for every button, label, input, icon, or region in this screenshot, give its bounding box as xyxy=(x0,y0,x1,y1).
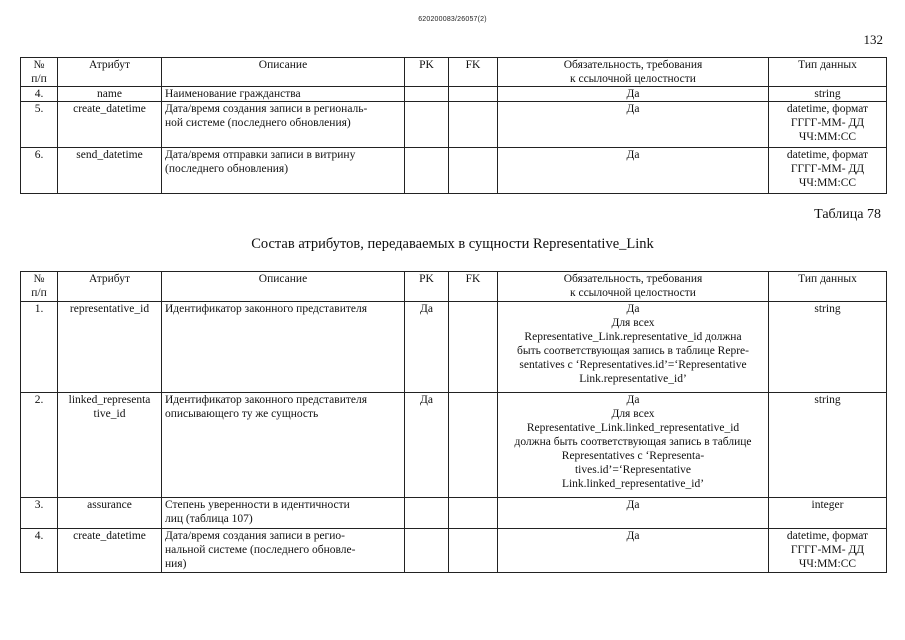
cell-pk xyxy=(405,498,449,529)
cell-description: Дата/время отправки записи в витрину (последнего обновления) xyxy=(162,148,405,194)
table-row xyxy=(21,302,887,393)
table-row xyxy=(21,529,887,573)
table-row xyxy=(21,148,887,194)
cell-datatype: datetime, формат ГГГГ-ММ- ДД ЧЧ:ММ:СС xyxy=(769,102,887,148)
cell-num: 3. xyxy=(21,498,58,529)
cell-attribute: create_datetime xyxy=(58,529,162,573)
cell-pk xyxy=(405,87,449,102)
table-row xyxy=(21,102,887,148)
cell-num: 5. xyxy=(21,102,58,148)
cell-requirements: Да Для всех Representative_Link.linked_representative_id должна быть соответствующая запись в таблице Representatives с ‘Representa- tives.id’=‘Representative Link.linked_representative_id’ xyxy=(498,393,769,498)
header-attribute: Атрибут xyxy=(58,58,162,87)
table-row xyxy=(21,393,887,498)
cell-fk xyxy=(449,498,498,529)
header-description: Описание xyxy=(162,58,405,87)
cell-datatype: string xyxy=(769,302,887,393)
header-fk: FK xyxy=(449,58,498,87)
cell-attribute: assurance xyxy=(58,498,162,529)
cell-pk: Да xyxy=(405,393,449,498)
cell-fk xyxy=(449,87,498,102)
cell-fk xyxy=(449,148,498,194)
cell-datatype: datetime, формат ГГГГ-ММ- ДД ЧЧ:ММ:СС xyxy=(769,148,887,194)
table-title: Состав атрибутов, передаваемых в сущности Representative_Link xyxy=(251,236,654,252)
cell-datatype: integer xyxy=(769,498,887,529)
header-datatype: Тип данных xyxy=(769,58,887,87)
table-header-row xyxy=(21,272,887,302)
table-row xyxy=(21,87,887,102)
header-pk: PK xyxy=(405,58,449,87)
cell-pk: Да xyxy=(405,302,449,393)
cell-datatype: string xyxy=(769,87,887,102)
header-attribute: Атрибут xyxy=(58,272,162,302)
cell-description: Дата/время создания записи в регио- нальной системе (последнего обновле- ния) xyxy=(162,529,405,573)
header-description: Описание xyxy=(162,272,405,302)
cell-pk xyxy=(405,148,449,194)
cell-description: Дата/время создания записи в региональ- ной системе (последнего обновления) xyxy=(162,102,405,148)
header-num: № п/п xyxy=(21,58,58,87)
cell-description: Степень уверенности в идентичности лиц (таблица 107) xyxy=(162,498,405,529)
cell-num: 4. xyxy=(21,87,58,102)
cell-num: 1. xyxy=(21,302,58,393)
cell-fk xyxy=(449,393,498,498)
table-citizenship-attributes xyxy=(20,57,887,194)
cell-requirements: Да xyxy=(498,102,769,148)
cell-fk xyxy=(449,302,498,393)
cell-requirements: Да xyxy=(498,148,769,194)
header-fk: FK xyxy=(449,272,498,302)
cell-attribute: send_datetime xyxy=(58,148,162,194)
cell-description: Наименование гражданства xyxy=(162,87,405,102)
cell-description: Идентификатор законного представителя описывающего ту же сущность xyxy=(162,393,405,498)
cell-num: 4. xyxy=(21,529,58,573)
cell-requirements: Да xyxy=(498,529,769,573)
cell-attribute: representative_id xyxy=(58,302,162,393)
table-caption: Таблица 78 xyxy=(814,207,881,222)
cell-datatype: string xyxy=(769,393,887,498)
cell-num: 2. xyxy=(21,393,58,498)
header-datatype: Тип данных xyxy=(769,272,887,302)
cell-description: Идентификатор законного представителя xyxy=(162,302,405,393)
header-requirements: Обязательность, требования к ссылочной целостности xyxy=(498,272,769,302)
table-row xyxy=(21,498,887,529)
page-number: 132 xyxy=(863,32,883,47)
cell-requirements: Да Для всех Representative_Link.representative_id должна быть соответствующая запись в таблице Repre- sentatives с ‘Representatives.id’=‘Representative Link.representative_id’ xyxy=(498,302,769,393)
cell-requirements: Да xyxy=(498,498,769,529)
header-num: № п/п xyxy=(21,272,58,302)
cell-fk xyxy=(449,102,498,148)
cell-requirements: Да xyxy=(498,87,769,102)
cell-attribute: linked_representa tive_id xyxy=(58,393,162,498)
cell-datatype: datetime, формат ГГГГ-ММ- ДД ЧЧ:ММ:СС xyxy=(769,529,887,573)
header-pk: PK xyxy=(405,272,449,302)
document-id: 620200083/26057(2) xyxy=(418,16,487,23)
header-requirements: Обязательность, требования к ссылочной целостности xyxy=(498,58,769,87)
table-header-row xyxy=(21,58,887,87)
cell-num: 6. xyxy=(21,148,58,194)
table-representative-link-attributes xyxy=(20,271,887,573)
cell-pk xyxy=(405,529,449,573)
cell-attribute: create_datetime xyxy=(58,102,162,148)
cell-fk xyxy=(449,529,498,573)
cell-pk xyxy=(405,102,449,148)
cell-attribute: name xyxy=(58,87,162,102)
